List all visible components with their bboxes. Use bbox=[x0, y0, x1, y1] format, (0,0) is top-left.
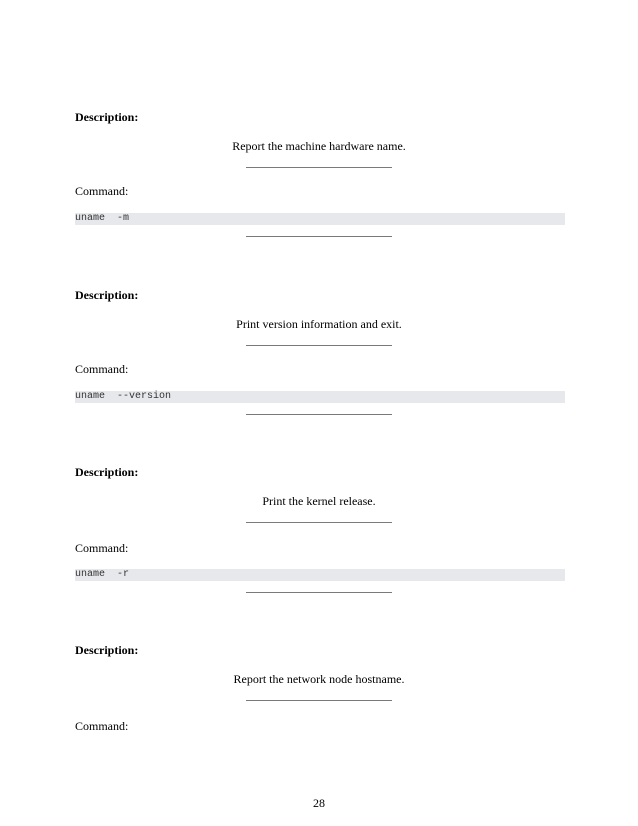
description-label: Description: bbox=[75, 465, 139, 479]
description-text: Print the kernel release. bbox=[262, 494, 376, 508]
description-text: Report the machine hardware name. bbox=[232, 139, 406, 153]
description-text: Print version information and exit. bbox=[236, 317, 402, 331]
command-code: uname -r bbox=[75, 569, 565, 581]
separator-rule bbox=[246, 414, 392, 415]
separator-rule bbox=[246, 522, 392, 523]
command-label: Command: bbox=[75, 362, 129, 376]
separator-rule bbox=[246, 592, 392, 593]
separator-rule bbox=[246, 345, 392, 346]
description-label: Description: bbox=[75, 643, 139, 657]
page-number: 28 bbox=[313, 796, 325, 810]
command-label: Command: bbox=[75, 541, 129, 555]
separator-rule bbox=[246, 236, 392, 237]
description-label: Description: bbox=[75, 288, 139, 302]
command-label: Command: bbox=[75, 719, 129, 733]
command-code: uname -m bbox=[75, 213, 565, 225]
separator-rule bbox=[246, 700, 392, 701]
separator-rule bbox=[246, 167, 392, 168]
description-text: Report the network node hostname. bbox=[233, 672, 405, 686]
command-label: Command: bbox=[75, 184, 129, 198]
command-code: uname --version bbox=[75, 391, 565, 403]
description-label: Description: bbox=[75, 110, 139, 124]
